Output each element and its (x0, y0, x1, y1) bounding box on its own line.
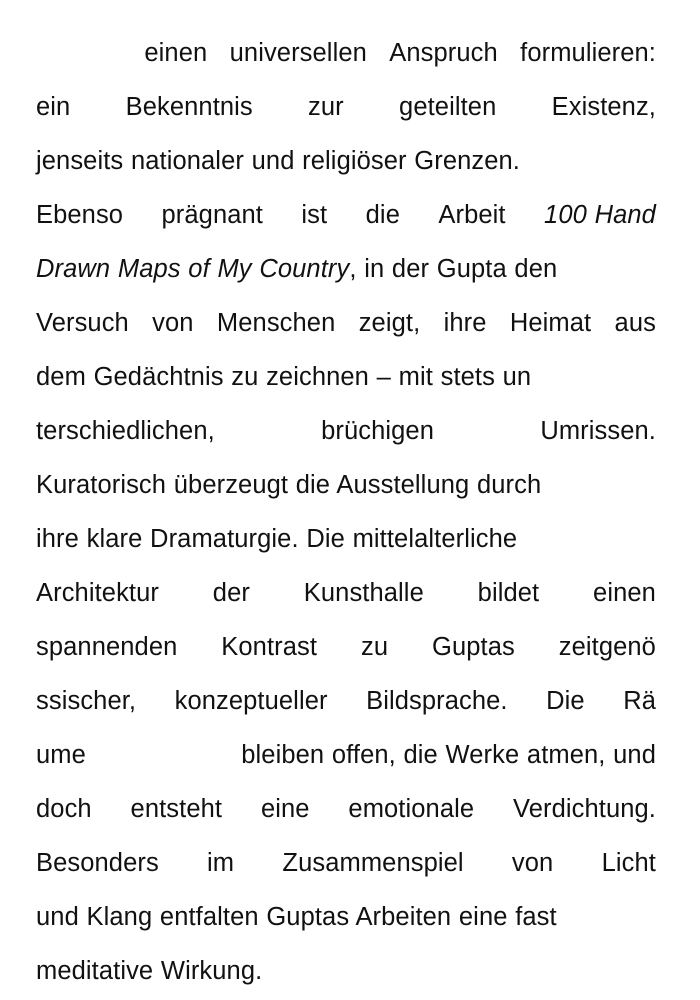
text-line (36, 890, 656, 944)
first-line-indent (36, 26, 122, 80)
word: entsteht (130, 795, 223, 823)
text-line (36, 296, 656, 350)
word: zeitgenö (558, 633, 656, 661)
word: terschiedlichen, (36, 417, 215, 445)
work-title-part: Drawn Maps of My Country (36, 255, 350, 283)
word: zu (360, 633, 389, 661)
word: Existenz, (551, 93, 656, 121)
word: der (212, 579, 250, 607)
text-line (36, 566, 656, 620)
word: Ebenso (36, 201, 124, 229)
word: von (511, 849, 554, 877)
word: Zusammenspiel (282, 849, 464, 877)
word: spannenden (36, 633, 178, 661)
word: Kontrast (221, 633, 318, 661)
word: bleiben offen, die Werke atmen, und (241, 741, 656, 769)
word: Rä (623, 687, 656, 715)
word: Verdichtung. (513, 795, 656, 823)
word: ume (36, 741, 86, 769)
word: Anspruch (389, 39, 498, 67)
body-paragraph (36, 26, 656, 998)
word: von (152, 309, 194, 337)
word: brüchigen (321, 417, 434, 445)
text-line (36, 782, 656, 836)
word: einen (144, 39, 208, 67)
word: Heimat (509, 309, 592, 337)
text-line (36, 458, 656, 512)
text-line (36, 512, 656, 566)
word: Guptas (432, 633, 515, 661)
text-line (36, 674, 656, 728)
word: Menschen (216, 309, 336, 337)
text-line (36, 242, 656, 296)
word: jenseits nationaler und religiöser Grenzen. (36, 147, 520, 175)
word: Besonders (36, 849, 159, 877)
word: , in der Gupta den (349, 255, 558, 283)
text-line (36, 188, 656, 242)
word: prägnant (161, 201, 263, 229)
word: ihre (443, 309, 487, 337)
word: aus (614, 309, 656, 337)
word: zeigt, (358, 309, 421, 337)
word: ihre klare Dramaturgie. Die mittelalterliche (36, 525, 518, 553)
word: doch (36, 795, 92, 823)
text-line (36, 134, 656, 188)
word: universellen (229, 39, 367, 67)
word: Bildsprache. (366, 687, 508, 715)
word: meditative Wirkung. (36, 957, 263, 985)
word: konzeptueller (174, 687, 328, 715)
text-line (36, 26, 656, 80)
word: dem Gedächtnis zu zeichnen – mit stets un (36, 363, 532, 391)
word: Versuch (36, 309, 129, 337)
word: Kunsthalle (303, 579, 424, 607)
word: Die (546, 687, 585, 715)
word: Bekenntnis (125, 93, 253, 121)
word: emotionale (348, 795, 475, 823)
word: ssischer, (36, 687, 137, 715)
word: und Klang entfalten Guptas Arbeiten eine fast (36, 903, 557, 931)
word: eine (260, 795, 310, 823)
text-line (36, 836, 656, 890)
word: Kuratorisch überzeugt die Ausstellung durch (36, 471, 542, 499)
work-title-part: 100 Hand (544, 201, 656, 229)
text-line (36, 944, 656, 998)
word: zur (308, 93, 344, 121)
word: Licht (601, 849, 656, 877)
word: ein (36, 93, 71, 121)
text-line (36, 80, 656, 134)
word: Arbeit (438, 201, 506, 229)
word: formulieren: (520, 39, 656, 67)
word: Umrissen. (540, 417, 656, 445)
word: im (207, 849, 235, 877)
word: die (365, 201, 400, 229)
word: geteilten (399, 93, 497, 121)
text-line (36, 404, 656, 458)
text-line (36, 350, 656, 404)
text-line (36, 728, 656, 782)
word: einen (593, 579, 656, 607)
word: ist (301, 201, 328, 229)
word: Architektur (36, 579, 159, 607)
text-line (36, 620, 656, 674)
word: bildet (477, 579, 540, 607)
